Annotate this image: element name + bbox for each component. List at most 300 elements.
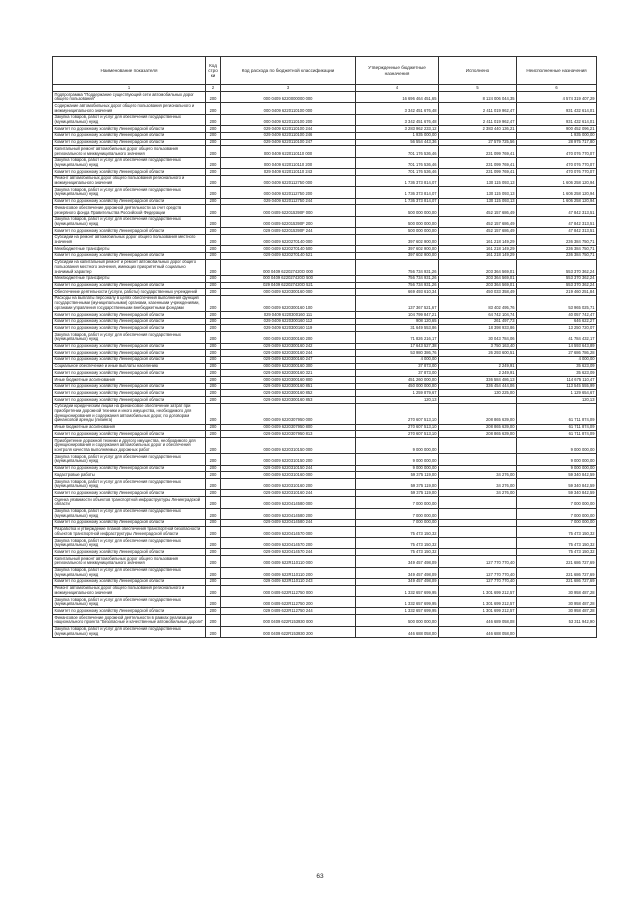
indicator-name-cell: Комитет по дорожному хозяйству Ленинградской области (53, 126, 206, 133)
line-code-cell: 200 (206, 597, 221, 608)
line-code-cell: 200 (206, 275, 221, 282)
line-code-cell: 200 (206, 157, 221, 168)
indicator-name-cell: Приобретение дорожной техники и другого имущества, необходимого для функционирования и содержания автомобильных дорог и обеспечения контроля качества выполняемых дорожных работ (53, 438, 206, 454)
indicator-name-cell: Ремонт автомобильных дорог общего пользования регионального и межмуниципального значения (53, 585, 206, 596)
unexecuted-amount-cell: 470 076 770,07 (517, 146, 597, 157)
table-row (53, 289, 597, 296)
approved-amount-cell: 701 176 536,46 (356, 169, 439, 176)
executed-amount-cell: 161 218 149,29 (439, 246, 517, 253)
executed-amount-cell: 8 124 006 044,35 (439, 92, 517, 103)
line-code-cell: 200 (206, 175, 221, 186)
expense-code-cell: 029 0409 6220300160 244 (221, 350, 356, 357)
expense-code-cell: 000 0409 622R153930 000 (221, 615, 356, 626)
indicator-name-cell: Комитет по дорожному хозяйству Ленинградской области (53, 519, 206, 526)
table-row (53, 490, 597, 497)
table-row (53, 615, 597, 626)
indicator-name-cell: Комитет по дорожному хозяйству Ленинградской области (53, 228, 206, 235)
executed-amount-cell: 18 398 933,86 (439, 325, 517, 332)
expense-code-cell: 029 0409 6220300160 853 (221, 397, 356, 404)
executed-amount-cell: 130 115 093,13 (439, 175, 517, 186)
unexecuted-amount-cell: 7 000 000,00 (517, 519, 597, 526)
unexecuted-amount-cell: 931 432 614,01 (517, 114, 597, 125)
approved-amount-cell: 16 696 464 451,65 (356, 92, 439, 103)
executed-amount-cell (439, 438, 517, 454)
unexecuted-amount-cell: 1 935 000,00 (517, 132, 597, 139)
unexecuted-amount-cell: 221 686 727,69 (517, 556, 597, 567)
executed-amount-cell (439, 454, 517, 465)
line-code-cell: 200 (206, 508, 221, 519)
indicator-name-cell: Капитальный ремонт автомобильных дорог общего пользования регионального и межмуниципального значения (53, 556, 206, 567)
executed-amount-cell: 34 276,00 (439, 490, 517, 497)
unexecuted-amount-cell: 61 711 874,09 (517, 403, 597, 424)
table-row (53, 295, 597, 311)
executed-amount-cell: 130 115 093,13 (439, 198, 517, 205)
line-code-cell: 200 (206, 289, 221, 296)
executed-amount-cell (439, 356, 517, 363)
expense-code-cell: 000 0409 6220310160 200 (221, 479, 356, 490)
approved-amount-cell: 59 375 119,00 (356, 479, 439, 490)
unexecuted-amount-cell: 114 675 110,47 (517, 377, 597, 384)
executed-amount-cell: 30 043 784,06 (439, 332, 517, 343)
col-header-name: Наименование показателя (53, 57, 206, 85)
unexecuted-amount-cell: 30 958 487,28 (517, 597, 597, 608)
indicator-name-cell: Комитет по дорожному хозяйству Ленинградской области (53, 383, 206, 390)
unexecuted-amount-cell: 9 000 000,00 (517, 454, 597, 465)
expense-code-cell: 000 0409 6220414580 200 (221, 508, 356, 519)
table-row (53, 508, 597, 519)
table-row (53, 377, 597, 384)
executed-amount-cell (439, 549, 517, 556)
expense-code-cell: 000 0409 622R110110 000 (221, 556, 356, 567)
line-code-cell: 200 (206, 325, 221, 332)
line-code-cell: 200 (206, 259, 221, 275)
page-number: 63 (316, 873, 324, 880)
unexecuted-amount-cell: 61 711 874,09 (517, 424, 597, 431)
line-code-cell: 200 (206, 187, 221, 198)
approved-amount-cell: 349 457 498,09 (356, 578, 439, 585)
indicator-name-cell: Закупка товаров, работ и услуг для обеспечения государственных (муниципальных) нужд (53, 114, 206, 125)
indicator-name-cell: Закупка товаров, работ и услуг для обеспечения государственных (муниципальных) нужд (53, 187, 206, 198)
approved-amount-cell: 37 873,00 (356, 370, 439, 377)
expense-code-cell: 000 0409 6220112750 200 (221, 187, 356, 198)
expense-code-cell: 029 0409 6220300160 111 (221, 312, 356, 319)
unexecuted-amount-cell: 53 311 942,90 (517, 615, 597, 626)
table-row (53, 556, 597, 567)
indicator-name-cell: Финансовое обеспечение дорожной деятельности за счет средств резервного фонда Правительства Российской Федерации (53, 205, 206, 216)
expense-code-cell: 029 0409 6220112750 244 (221, 198, 356, 205)
expense-code-cell: 000 0409 6220300160 100 (221, 295, 356, 311)
expense-code-cell: 029 0409 6220300160 247 (221, 356, 356, 363)
table-row (53, 205, 597, 216)
unexecuted-amount-cell: 61 711 874,09 (517, 431, 597, 438)
indicator-name-cell: Комитет по дорожному хозяйству Ленинградской области (53, 397, 206, 404)
expense-code-cell: 000 0409 6220300160 000 (221, 289, 356, 296)
unexecuted-amount-cell: 219 460 251,84 (517, 289, 597, 296)
line-code-cell: 200 (206, 312, 221, 319)
line-code-cell: 200 (206, 626, 221, 637)
expense-code-cell: 000 0409 6220270140 000 (221, 234, 356, 245)
indicator-name-cell: Закупка товаров, работ и услуг для обеспечения государственных (муниципальных) нужд (53, 454, 206, 465)
line-code-cell: 200 (206, 556, 221, 567)
expense-code-cell: 000 0409 6220310160 000 (221, 472, 356, 479)
executed-amount-cell: 231 099 769,41 (439, 146, 517, 157)
approved-amount-cell: 397 602 900,00 (356, 252, 439, 259)
unexecuted-amount-cell: 4 000,00 (517, 356, 597, 363)
approved-amount-cell: 450 000 000,00 (356, 383, 439, 390)
executed-amount-cell: 336 584 486,13 (439, 377, 517, 384)
expense-code-cell: 000 0409 622015390F 200 (221, 216, 356, 227)
executed-amount-cell: 203 364 569,01 (439, 282, 517, 289)
executed-amount-cell: 2 249,91 (439, 370, 517, 377)
indicator-name-cell: Комитет по дорожному хозяйству Ленинградской области (53, 132, 206, 139)
expense-code-cell: 000 0409 622R112750 200 (221, 597, 356, 608)
unexecuted-amount-cell: 35 623,09 (517, 363, 597, 370)
unexecuted-amount-cell: 40 057 742,47 (517, 312, 597, 319)
line-code-cell: 200 (206, 198, 221, 205)
approved-amount-cell: 59 375 119,00 (356, 472, 439, 479)
approved-amount-cell: 56 554 443,36 (356, 139, 439, 146)
executed-amount-cell: 64 742 104,74 (439, 312, 517, 319)
executed-amount-cell: 26 293 600,51 (439, 350, 517, 357)
table-row (53, 454, 597, 465)
executed-amount-cell: 208 865 639,00 (439, 431, 517, 438)
indicator-name-cell: Комитет по дорожному хозяйству Ленинградской области (53, 198, 206, 205)
line-code-cell: 200 (206, 438, 221, 454)
col-header-expense-code: Код расхода по бюджетной классификации (221, 57, 356, 85)
indicator-name-cell: Комитет по дорожному хозяйству Ленинградской области (53, 318, 206, 325)
executed-amount-cell: 2 383 440 136,21 (439, 126, 517, 133)
expense-code-cell: 000 0409 6220270140 500 (221, 246, 356, 253)
line-code-cell: 200 (206, 356, 221, 363)
table-row (53, 332, 597, 343)
approved-amount-cell: 17 643 527,38 (356, 343, 439, 350)
line-code-cell: 200 (206, 132, 221, 139)
unexecuted-amount-cell: 900 452 096,21 (517, 126, 597, 133)
expense-code-cell: 000 0409 622R112750 000 (221, 585, 356, 596)
approved-amount-cell: 397 602 900,00 (356, 246, 439, 253)
table-row (53, 497, 597, 508)
line-code-cell: 200 (206, 146, 221, 157)
expense-code-cell: 000 0409 6220414580 000 (221, 497, 356, 508)
unexecuted-amount-cell: 553 370 362,24 (517, 259, 597, 275)
indicator-name-cell: Комитет по дорожному хозяйству Ленинградской области (53, 356, 206, 363)
unexecuted-amount-cell: 470 076 770,07 (517, 169, 597, 176)
indicator-name-cell: Комитет по дорожному хозяйству Ленинградской области (53, 490, 206, 497)
table-row (53, 519, 597, 526)
indicator-name-cell: Комитет по дорожному хозяйству Ленинградской области (53, 465, 206, 472)
line-code-cell: 200 (206, 252, 221, 259)
unexecuted-amount-cell: 236 384 750,71 (517, 246, 597, 253)
unexecuted-amount-cell: 47 842 313,51 (517, 228, 597, 235)
line-code-cell: 200 (206, 205, 221, 216)
approved-amount-cell: 908 120,65 (356, 318, 439, 325)
table-row (53, 578, 597, 585)
indicator-name-cell: Закупка товаров, работ и услуг для обеспечения государственных (муниципальных) нужд (53, 538, 206, 549)
line-code-cell: 200 (206, 126, 221, 133)
approved-amount-cell: 75 473 150,32 (356, 526, 439, 537)
executed-amount-cell: 203 364 569,01 (439, 275, 517, 282)
unexecuted-amount-cell (517, 626, 597, 637)
unexecuted-amount-cell: 113 545 555,99 (517, 383, 597, 390)
expense-code-cell: 029 0409 622027420О 521 (221, 282, 356, 289)
expense-code-cell: 000 0409 6220310150 200 (221, 454, 356, 465)
approved-amount-cell: 349 457 498,09 (356, 556, 439, 567)
indicator-name-cell: Капитальный ремонт автомобильных дорог общего пользования регионального и межмуниципального значения (53, 146, 206, 157)
unexecuted-amount-cell: 9 000 000,00 (517, 465, 597, 472)
indicator-name-cell: Обеспечение деятельности (услуги, работы) государственных учреждений (53, 289, 206, 296)
approved-amount-cell: 756 734 931,26 (356, 282, 439, 289)
line-code-cell: 200 (206, 454, 221, 465)
line-code-cell: 200 (206, 234, 221, 245)
unexecuted-amount-cell: 27 686 786,28 (517, 350, 597, 357)
unexecuted-amount-cell: 30 958 487,28 (517, 585, 597, 596)
indicator-name-cell: Закупка товаров, работ и услуг для обеспечения государственных (муниципальных) нужд (53, 626, 206, 637)
approved-amount-cell: 7 000 000,00 (356, 497, 439, 508)
executed-amount-cell: 27 579 725,56 (439, 139, 517, 146)
approved-amount-cell: 1 736 373 814,07 (356, 187, 439, 198)
table-row (53, 132, 597, 139)
approved-amount-cell: 451 260 000,00 (356, 377, 439, 384)
approved-amount-cell: 104 799 847,21 (356, 312, 439, 319)
indicator-name-cell: Закупка товаров, работ и услуг для обеспечения государственных (муниципальных) нужд (53, 216, 206, 227)
approved-amount-cell: 1 332 657 699,95 (356, 597, 439, 608)
unexecuted-amount-cell: 4 574 319 407,29 (517, 92, 597, 103)
expense-code-cell: 029 0409 6220300160 321 (221, 370, 356, 377)
approved-amount-cell: 500 000 000,00 (356, 615, 439, 626)
table-row (53, 438, 597, 454)
expense-code-cell: 000 0409 622027420О 000 (221, 259, 356, 275)
executed-amount-cell: 450 033 358,49 (439, 289, 517, 296)
unexecuted-amount-cell: 553 370 362,24 (517, 275, 597, 282)
executed-amount-cell: 127 770 770,40 (439, 556, 517, 567)
expense-code-cell: 000 0409 6220414570 200 (221, 538, 356, 549)
line-code-cell: 200 (206, 578, 221, 585)
unexecuted-amount-cell: 53 965 025,71 (517, 295, 597, 311)
approved-amount-cell: 9 000 000,00 (356, 465, 439, 472)
indicator-name-cell: Закупка товаров, работ и услуг для обеспечения государственных (муниципальных) нужд (53, 597, 206, 608)
unexecuted-amount-cell: 9 000 000,00 (517, 438, 597, 454)
indicator-name-cell: Закупка товаров, работ и услуг для обеспечения государственных (муниципальных) нужд (53, 567, 206, 578)
unexecuted-amount-cell: 1 606 258 120,94 (517, 198, 597, 205)
executed-amount-cell: 2 411 019 962,47 (439, 114, 517, 125)
expense-code-cell: 029 0409 6220110100 244 (221, 126, 356, 133)
unexecuted-amount-cell: 59 340 842,59 (517, 490, 597, 497)
line-code-cell: 200 (206, 216, 221, 227)
expense-code-cell: 000 0409 6220300160 800 (221, 377, 356, 384)
col-header-unexecuted: Неисполненные назначения (517, 57, 597, 85)
line-code-cell: 200 (206, 397, 221, 404)
approved-amount-cell: 120,13 (356, 397, 439, 404)
expense-code-cell: 000 0409 6220307950 800 (221, 424, 356, 431)
budget-execution-table (52, 56, 597, 638)
executed-amount-cell: 2 411 019 962,47 (439, 103, 517, 114)
executed-amount-cell: 336 454 444,06 (439, 383, 517, 390)
expense-code-cell: 029 0409 6220110110 243 (221, 169, 356, 176)
indicator-name-cell: Комитет по дорожному хозяйству Ленинградской области (53, 325, 206, 332)
executed-amount-cell: 231 099 769,41 (439, 169, 517, 176)
expense-code-cell: 000 0409 622015390F 000 (221, 205, 356, 216)
executed-amount-cell: 127 770 770,40 (439, 578, 517, 585)
approved-amount-cell: 7 000 000,00 (356, 508, 439, 519)
line-code-cell: 200 (206, 490, 221, 497)
table-row (53, 114, 597, 125)
unexecuted-amount-cell: 14 593 643,89 (517, 343, 597, 350)
executed-amount-cell: 1 301 699 212,57 (439, 608, 517, 615)
table-row (53, 343, 597, 350)
executed-amount-cell: 208 865 639,00 (439, 403, 517, 424)
line-code-cell: 200 (206, 519, 221, 526)
indicator-name-cell: Иные бюджетные ассигнования (53, 424, 206, 431)
line-code-cell: 200 (206, 139, 221, 146)
indicator-name-cell: Комитет по дорожному хозяйству Ленинградской области (53, 343, 206, 350)
line-code-cell: 200 (206, 103, 221, 114)
table-row (53, 538, 597, 549)
indicator-name-cell: Закупка товаров, работ и услуг для обеспечения государственных (муниципальных) нужд (53, 332, 206, 343)
indicator-name-cell: Финансовое обеспечение дорожной деятельности в рамках реализации национального проекта "Безопасные и качественные автомобильные дороги" (53, 615, 206, 626)
executed-amount-cell (439, 397, 517, 404)
table-row (53, 252, 597, 259)
unexecuted-amount-cell: 28 975 717,80 (517, 139, 597, 146)
line-code-cell: 200 (206, 615, 221, 626)
executed-amount-cell: 208 865 639,00 (439, 424, 517, 431)
executed-amount-cell: 161 218 149,29 (439, 234, 517, 245)
expense-code-cell: 029 0409 6220300160 119 (221, 325, 356, 332)
approved-amount-cell: 500 000 000,00 (356, 216, 439, 227)
approved-amount-cell: 1 736 373 814,07 (356, 198, 439, 205)
executed-amount-cell: 446 689 058,08 (439, 615, 517, 626)
line-code-cell: 200 (206, 383, 221, 390)
indicator-name-cell: Закупка товаров, работ и услуг для обеспечения государственных (муниципальных) нужд (53, 157, 206, 168)
approved-amount-cell: 500 000 000,00 (356, 205, 439, 216)
unexecuted-amount-cell: 931 432 614,01 (517, 103, 597, 114)
unexecuted-amount-cell: 47 842 313,51 (517, 205, 597, 216)
report-sheet (52, 56, 596, 638)
approved-amount-cell: 397 602 900,00 (356, 234, 439, 245)
expense-code-cell: 029 0409 622015390F 244 (221, 228, 356, 235)
indicator-name-cell: Комитет по дорожному хозяйству Ленинградской области (53, 350, 206, 357)
executed-amount-cell: 452 157 686,49 (439, 216, 517, 227)
approved-amount-cell: 669 493 610,34 (356, 289, 439, 296)
indicator-name-cell: Содержание автомобильных дорог общего пользования регионального и межмуниципального значения (53, 103, 206, 114)
table-row (53, 169, 597, 176)
approved-amount-cell: 349 457 498,09 (356, 567, 439, 578)
unexecuted-amount-cell: 41 784 432,17 (517, 332, 597, 343)
executed-amount-cell (439, 497, 517, 508)
executed-amount-cell (439, 526, 517, 537)
indicator-name-cell: Подпрограмма "Поддержание существующей сети автомобильных дорог общего пользования" (53, 92, 206, 103)
executed-amount-cell: 452 157 686,49 (439, 205, 517, 216)
expense-code-cell: 029 0409 6220300160 852 (221, 390, 356, 397)
expense-code-cell: 029 0409 6220310160 244 (221, 490, 356, 497)
table-row (53, 597, 597, 608)
col-number: 3 (221, 85, 356, 92)
executed-amount-cell: 2 249,91 (439, 363, 517, 370)
table-row (53, 92, 597, 103)
unexecuted-amount-cell: 1 129 654,67 (517, 390, 597, 397)
indicator-name-cell: Ремонт автомобильных дорог общего пользования регионального и межмуниципального значения (53, 175, 206, 186)
table-row (53, 198, 597, 205)
expense-code-cell: 000 0409 6220110110 000 (221, 146, 356, 157)
executed-amount-cell: 1 301 699 212,57 (439, 585, 517, 596)
table-row (53, 390, 597, 397)
executed-amount-cell: 446 688 058,00 (439, 626, 517, 637)
expense-code-cell: 000 0409 6220307950 000 (221, 403, 356, 424)
line-code-cell: 200 (206, 585, 221, 596)
table-row (53, 103, 597, 114)
line-code-cell: 200 (206, 332, 221, 343)
line-code-cell: 200 (206, 472, 221, 479)
table-row (53, 325, 597, 332)
indicator-name-cell: Закупка товаров, работ и услуг для обеспечения государственных (муниципальных) нужд (53, 479, 206, 490)
indicator-name-cell: Субсидии юридическим лицам на финансовое обеспечение затрат при приобретении дорожной техники и иного имущества, необходимого для функционирования и содержания автомобильных дорог, по договорам финансовой аренды (лизинга) (53, 403, 206, 424)
table-row (53, 526, 597, 537)
col-number: 4 (356, 85, 439, 92)
line-code-cell: 200 (206, 549, 221, 556)
table-row (53, 472, 597, 479)
approved-amount-cell: 3 283 962 233,12 (356, 126, 439, 133)
executed-amount-cell: 127 770 770,40 (439, 567, 517, 578)
line-code-cell: 200 (206, 370, 221, 377)
expense-code-cell: 029 0409 6220310150 244 (221, 465, 356, 472)
table-row (53, 370, 597, 377)
unexecuted-amount-cell: 470 076 770,07 (517, 157, 597, 168)
table-row (53, 146, 597, 157)
approved-amount-cell: 37 873,00 (356, 363, 439, 370)
table-row (53, 318, 597, 325)
line-code-cell: 200 (206, 497, 221, 508)
executed-amount-cell: 83 402 495,76 (439, 295, 517, 311)
executed-amount-cell: 130 225,00 (439, 390, 517, 397)
table-row (53, 259, 597, 275)
executed-amount-cell: 452 157 686,49 (439, 228, 517, 235)
indicator-name-cell: Оценка уязвимости объектов транспортной инфраструктуры Ленинградской области (53, 497, 206, 508)
executed-amount-cell (439, 132, 517, 139)
approved-amount-cell: 446 688 058,00 (356, 626, 439, 637)
expense-code-cell: 029 0409 6220414570 244 (221, 549, 356, 556)
unexecuted-amount-cell: 30 958 487,28 (517, 608, 597, 615)
indicator-name-cell: Субсидии на ремонт автомобильных дорог общего пользования местного значения (53, 234, 206, 245)
table-row (53, 187, 597, 198)
table-row (53, 275, 597, 282)
unexecuted-amount-cell: 75 473 150,32 (517, 538, 597, 549)
table-row (53, 397, 597, 404)
expense-code-cell: 029 0409 6220300160 851 (221, 383, 356, 390)
col-header-approved: Утвержденные бюджетные назначения (356, 57, 439, 85)
col-number: 6 (517, 85, 597, 92)
approved-amount-cell: 9 000 000,00 (356, 438, 439, 454)
line-code-cell: 200 (206, 363, 221, 370)
unexecuted-amount-cell: 553 370 362,24 (517, 282, 597, 289)
indicator-name-cell: Комитет по дорожному хозяйству Ленинградской области (53, 370, 206, 377)
executed-amount-cell: 130 115 093,13 (439, 187, 517, 198)
expense-code-cell: 000 0409 622R110110 200 (221, 567, 356, 578)
table-row (53, 139, 597, 146)
table-row (53, 157, 597, 168)
line-code-cell: 200 (206, 608, 221, 615)
expense-code-cell: 000 0409 6220300160 200 (221, 332, 356, 343)
line-code-cell: 200 (206, 526, 221, 537)
expense-code-cell: 000 0409 622027420О 500 (221, 275, 356, 282)
table-row (53, 234, 597, 245)
approved-amount-cell: 701 176 536,46 (356, 146, 439, 157)
line-code-cell: 200 (206, 246, 221, 253)
approved-amount-cell: 500 000 000,00 (356, 228, 439, 235)
unexecuted-amount-cell: 75 473 150,32 (517, 526, 597, 537)
unexecuted-amount-cell: 1 606 258 120,94 (517, 175, 597, 186)
approved-amount-cell: 270 607 513,10 (356, 424, 439, 431)
line-code-cell: 200 (206, 169, 221, 176)
unexecuted-amount-cell: 35 623,09 (517, 370, 597, 377)
